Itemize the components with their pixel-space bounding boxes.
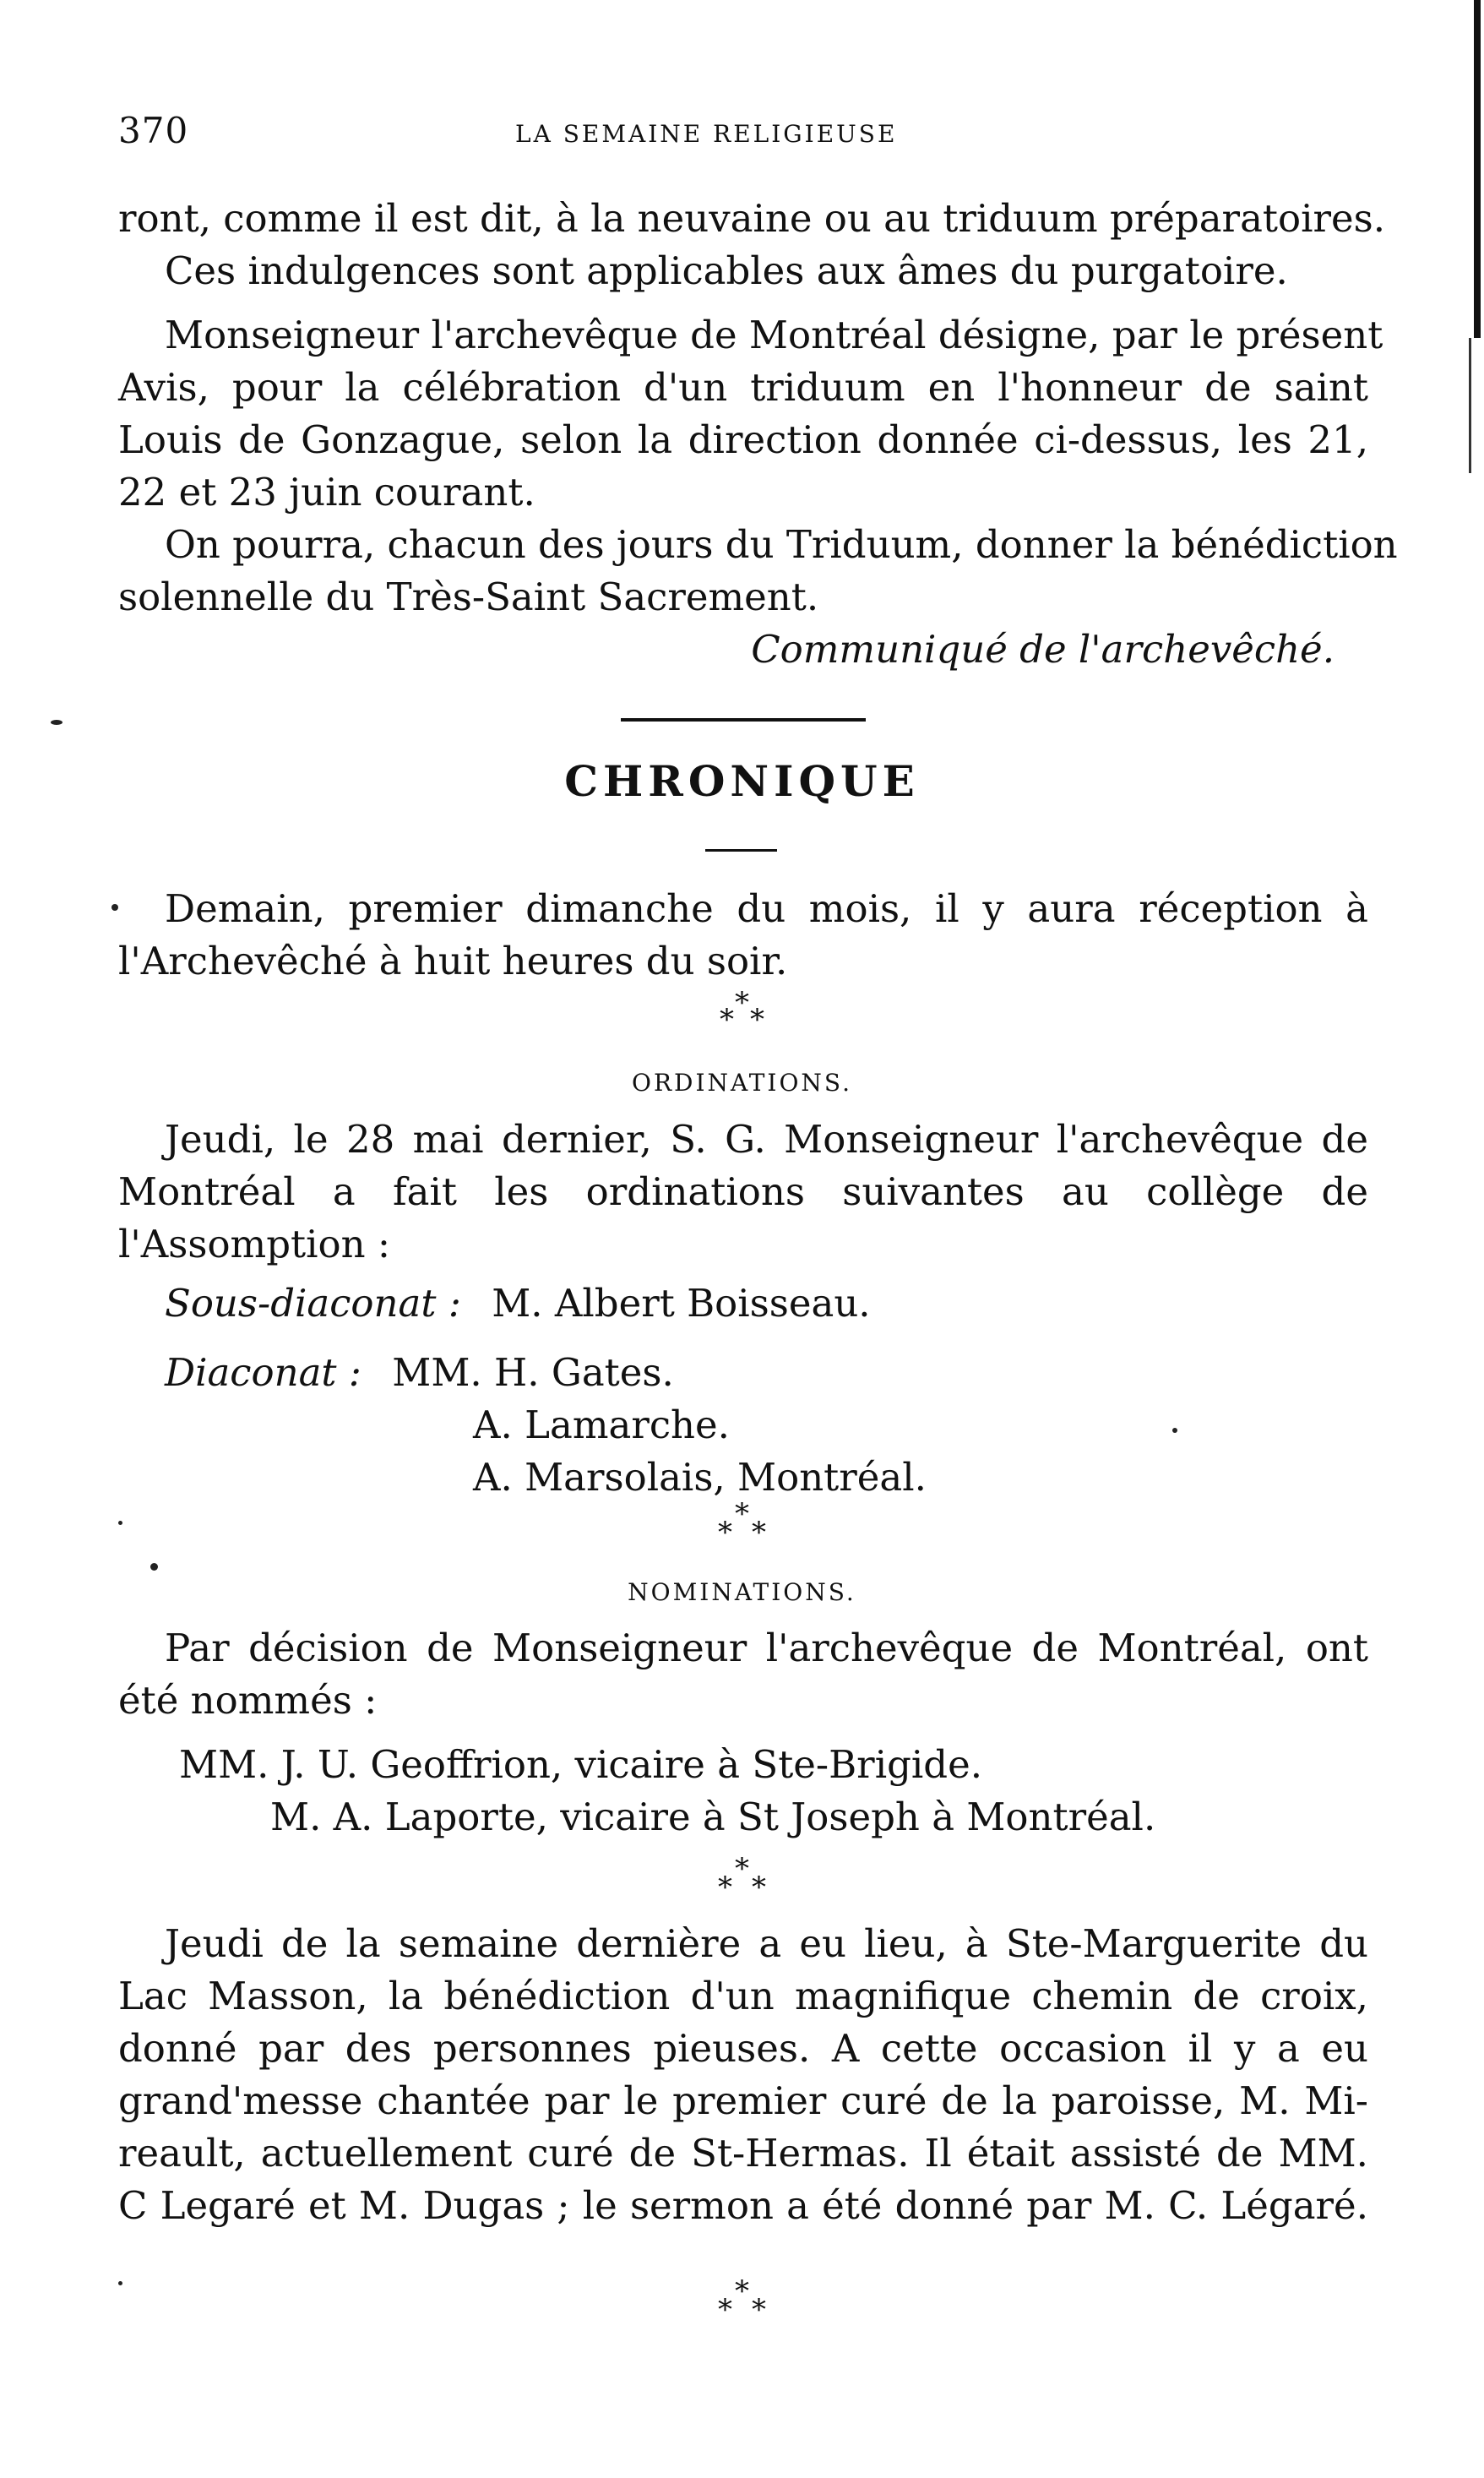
diaconat-name: A. Marsolais, Montréal. [473, 1455, 927, 1500]
ink-speck [118, 1521, 122, 1525]
ordination-row-diaconat [165, 1347, 674, 1399]
subheading-nominations: NOMINATIONS. [628, 1578, 856, 1606]
text-line: reault, actuellement curé de St-Hermas. Il était assisté de MM. [118, 2131, 1368, 2176]
text-line: Demain, premier dimanche du mois, il y aura réception à [165, 886, 1368, 931]
asterism-ornament: * * * [720, 986, 764, 1037]
asterism-ornament: * * * [718, 2274, 766, 2327]
signature-communique: Communiqué de l'archevêché. [751, 627, 1335, 672]
text-line: Montréal a fait les ordinations suivantes au collège de [118, 1169, 1368, 1214]
text-line: Lac Masson, la bénédiction d'un magnifique chemin de croix, [118, 1974, 1368, 2018]
diaconat-label: Diaconat : [165, 1350, 361, 1395]
ink-speck [150, 1563, 158, 1571]
asterism-ornament: * * * [718, 1497, 766, 1549]
text-line: solennelle du Très-Saint Sacrement. [118, 575, 819, 619]
nomination-entry: MM. J. U. Geoffrion, vicaire à Ste-Brigide. [179, 1742, 983, 1787]
asterism-ornament: * * * [718, 1852, 766, 1904]
page-header [118, 110, 1385, 161]
text-line: l'Assomption : [118, 1222, 391, 1266]
text-line: C Legaré et M. Dugas ; le sermon a été donné par M. C. Légaré. [118, 2183, 1368, 2228]
text-line: Avis, pour la célébration d'un triduum en l'honneur de saint [118, 365, 1368, 410]
section-separator-rule [621, 718, 866, 722]
ink-speck [1172, 1428, 1177, 1433]
text-line: grand'messe chantée par le premier curé de la paroisse, M. Mi- [118, 2078, 1368, 2123]
text-line: ront, comme il est dit, à la neuvaine ou au triduum préparatoires. [118, 196, 1386, 241]
ink-speck [118, 2281, 122, 2285]
text-line: Louis de Gonzague, selon la direction donnée ci-dessus, les 21, [118, 417, 1368, 462]
ink-speck [51, 720, 63, 725]
text-line: Jeudi, le 28 mai dernier, S. G. Monseigneur l'archevêque de [165, 1117, 1368, 1162]
subdiaconat-label: Sous-diaconat : [165, 1281, 461, 1326]
ordination-row-subdiaconat [165, 1277, 871, 1330]
section-heading-chronique: CHRONIQUE [564, 756, 920, 806]
page-edge-border [1474, 0, 1481, 338]
text-line: Par décision de Monseigneur l'archevêque de Montréal, ont [165, 1626, 1368, 1670]
ink-speck [111, 904, 118, 911]
text-line: donné par des personnes pieuses. A cette occasion il y a eu [118, 2026, 1368, 2071]
text-line: Jeudi de la semaine dernière a eu lieu, à Ste-Marguerite du [165, 1921, 1368, 1966]
diaconat-name: MM. H. Gates. [392, 1350, 674, 1395]
diaconat-name: A. Lamarche. [473, 1402, 730, 1447]
text-line: Ces indulgences sont applicables aux âmes du purgatoire. [165, 248, 1288, 293]
nomination-entry: M. A. Laporte, vicaire à St Joseph à Montréal. [270, 1795, 1156, 1839]
running-title: LA SEMAINE RELIGIEUSE [515, 120, 898, 148]
subheading-ordinations: ORDINATIONS. [631, 1069, 852, 1097]
text-line: On pourra, chacun des jours du Triduum, donner la bénédiction [165, 522, 1398, 567]
text-line: 22 et 23 juin courant. [118, 470, 535, 515]
subdiaconat-names: M. Albert Boisseau. [492, 1281, 871, 1326]
page-edge-border-lower [1469, 338, 1471, 473]
text-line: été nommés : [118, 1678, 378, 1723]
heading-underline [705, 849, 777, 852]
text-line: Monseigneur l'archevêque de Montréal désigne, par le présent [165, 313, 1383, 357]
page-number: 370 [118, 110, 189, 151]
text-line: l'Archevêché à huit heures du soir. [118, 939, 788, 983]
